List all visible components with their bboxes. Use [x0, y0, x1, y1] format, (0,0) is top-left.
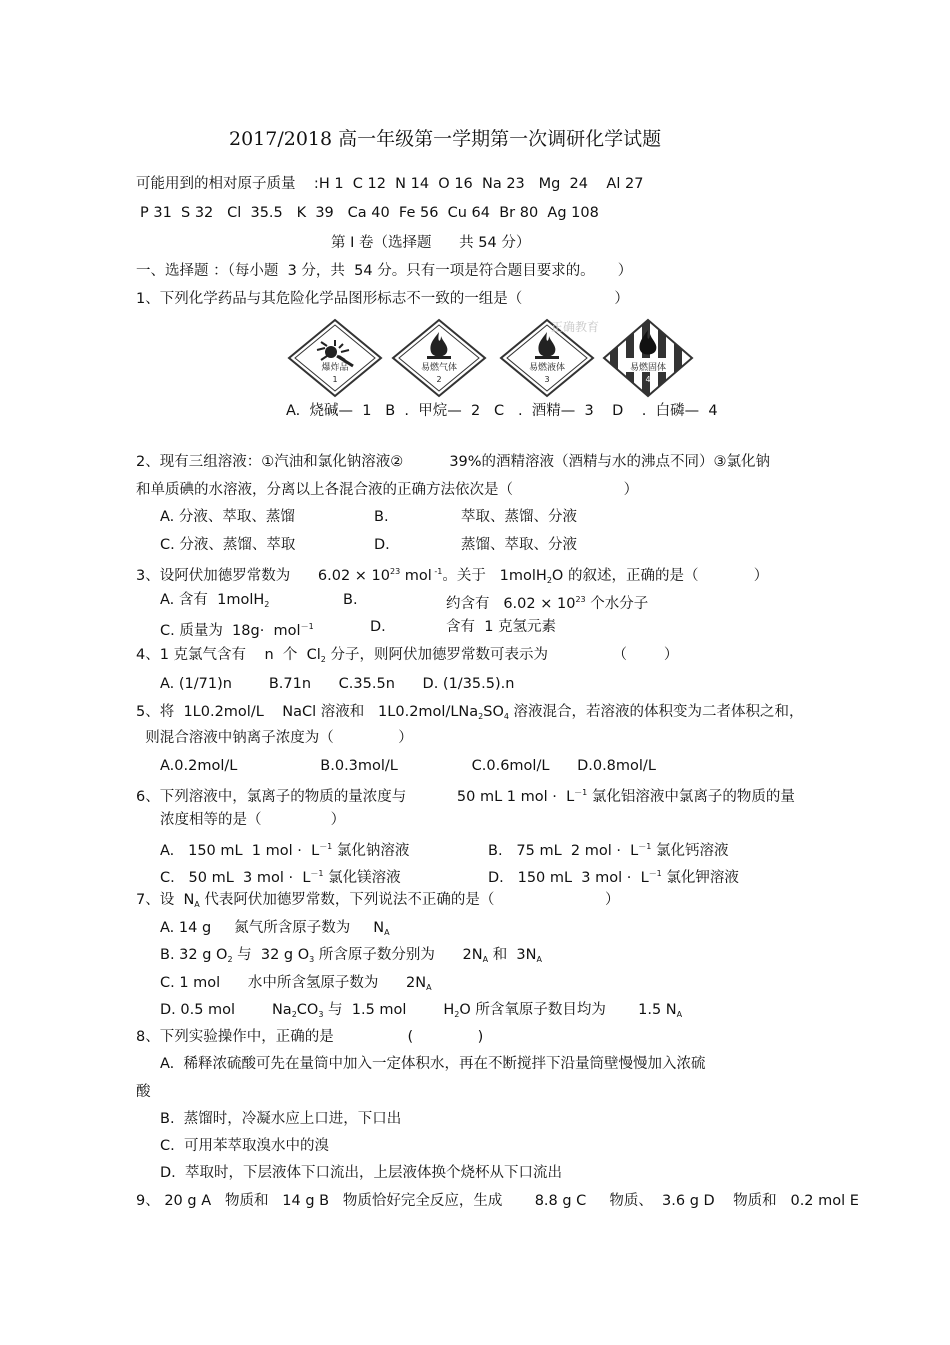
sign-1-number: 1	[332, 375, 338, 384]
question-9-stem: 9、 20 g A 物质和 14 g B 物质恰好完全反应，生成 8.8 g C 物质、 3.6 g D 物质和 0.2 mol E	[136, 1193, 859, 1209]
question-7-stem: 7、设 $N_A$ 代表阿伏加德罗常数，下列说法不正确的是（ ）	[136, 892, 620, 909]
question-5-options: A.0.2mol/L B.0.3mol/L C.0.6mol/L D.0.8mol/L	[160, 758, 656, 774]
question-6-option-a: A. 150 mL 1 mol · $L^{-1}$ 氯化钠溶液	[160, 842, 410, 859]
question-3-option-c: C. 质量为 18g· mol$^{-1}$	[160, 622, 314, 639]
question-6-stem-1: 6、下列溶液中，氯离子的物质的量浓度与 50 mL 1 mol · $L^{-1}$ 氯化铝溶液中氯离子的物质的量	[136, 788, 795, 805]
question-7-option-c: C. 1 mol 水中所含氢原子数为 $2N_A$	[160, 975, 432, 992]
question-8-option-a-1: A. 稀释浓硫酸可先在量筒中加入一定体积水，再在不断搅拌下沿量筒壁慢慢加入浓硫	[160, 1056, 706, 1072]
question-2-option-a: A. 分液、萃取、蒸馏	[160, 509, 295, 525]
question-2-option-c: C. 分液、蒸馏、萃取	[160, 537, 296, 553]
sign-2-number: 2	[436, 375, 442, 384]
question-3-option-b: 约含有 $6.02 \times 10^{23}$ 个水分子	[446, 595, 649, 612]
question-2-stem-2: 和单质碘的水溶液，分离以上各混合液的正确方法依次是（ ）	[136, 482, 639, 498]
question-3-option-b-letter: B.	[343, 592, 358, 608]
question-8-option-c: C. 可用苯萃取溴水中的溴	[160, 1138, 329, 1154]
question-3-stem: 3、设阿伏加德罗常数为 $6.02 \times 10^{23}$ mol $^{-1}$。关于 1molH$_2$O 的叙述，正确的是（ ）	[136, 567, 769, 585]
sign-3-label: 易燃液体	[528, 363, 565, 373]
question-4-stem: 4、1 克氯气含有 n 个 $Cl_2$ 分子，则阿伏加德罗常数可表示为 （ ）	[136, 647, 679, 664]
watermark: 正确教育	[551, 320, 600, 334]
question-5-stem-1: 5、将 1L0.2mol/L NaCl 溶液和 $1L0.2mol/LNa_2SO_4$ 溶液混合，若溶液的体积变为二者体积之和，	[136, 704, 804, 721]
sign-2-label: 易燃气体	[420, 363, 457, 373]
question-2-stem-1: 2、现有三组溶液：①汽油和氯化钠溶液② 39%的酒精溶液（酒精与水的沸点不同）③氯化钠	[136, 454, 771, 470]
flammable-gas-sign-icon	[391, 318, 487, 398]
question-2-option-d-letter: D.	[374, 537, 390, 553]
question-6-option-b: B. 75 mL 2 mol · $L^{-1}$ 氯化钙溶液	[488, 842, 729, 859]
question-7-option-a: A. 14 g 氮气所含原子数为 $N_A$	[160, 920, 390, 937]
sign-1-label: 爆炸品	[321, 363, 349, 373]
question-6-option-d: D. 150 mL 3 mol · $L^{-1}$ 氯化钾溶液	[488, 869, 739, 886]
atomic-masses-line-2: P 31 S 32 Cl 35.5 K 39 Ca 40 Fe 56 Cu 64 Br 80 Ag 108	[140, 205, 599, 221]
question-6-stem-2: 浓度相等的是（ ）	[160, 812, 346, 828]
question-7-option-b: B. 32 g $O_2$ 与 32 g $O_3$ 所含原子数分别为 $2N_A$ 和 $3N_A$	[160, 947, 542, 964]
question-2-option-b-letter: B.	[374, 509, 389, 525]
question-6-option-c: C. 50 mL 3 mol · $L^{-1}$ 氯化镁溶液	[160, 869, 401, 886]
explosive-sign-icon	[287, 318, 383, 398]
question-1-stem: 1、下列化学药品与其危险化学品图形标志不一致的一组是（ ）	[136, 291, 629, 307]
question-8-stem: 8、下列实验操作中，正确的是 ( )	[136, 1029, 484, 1045]
flammable-solid-sign-icon	[602, 318, 694, 398]
question-8-option-a-2: 酸	[136, 1084, 151, 1100]
sign-4-number: 4	[645, 375, 651, 384]
question-2-option-b: 萃取、蒸馏、分液	[461, 509, 577, 525]
section-header: 第 I 卷（选择题 共 54 分）	[331, 235, 531, 251]
question-7-option-d: D. 0.5 mol $Na_2CO_3$ 与 1.5 mol $H_2O$ 所含氧原子数目均为 1.5 $N_A$	[160, 1002, 683, 1019]
question-5-stem-2: 则混合溶液中钠离子浓度为（ ）	[136, 730, 413, 746]
question-3-option-d-letter: D.	[370, 619, 386, 635]
page-title: 2017/2018 高一年级第一学期第一次调研化学试题	[229, 128, 662, 150]
question-4-options: A. (1/71)n B.71n C.35.5n D. (1/35.5).n	[160, 676, 515, 692]
sign-4-label: 易燃固体	[629, 363, 666, 373]
atomic-masses-line-1: 可能用到的相对原子质量 :H 1 C 12 N 14 O 16 Na 23 Mg 24 Al 27	[136, 176, 644, 192]
question-3-option-a: A. 含有 1molH$_2$	[160, 592, 270, 609]
question-2-option-d: 蒸馏、萃取、分液	[461, 537, 577, 553]
part-header: 一、选择题 ：（每小题 3 分，共 54 分。只有一项是符合题目要求的。 ）	[136, 263, 633, 279]
question-3-option-d: 含有 1 克氢元素	[446, 619, 557, 635]
question-8-option-b: B. 蒸馏时，冷凝水应上口进，下口出	[160, 1111, 402, 1127]
question-1-options: A. 烧碱— 1 B . 甲烷— 2 C . 酒精— 3 D . 白磷— 4	[286, 403, 718, 419]
sign-3-number: 3	[544, 375, 550, 384]
question-8-option-d: D. 萃取时，下层液体下口流出，上层液体换个烧杯从下口流出	[160, 1165, 562, 1181]
